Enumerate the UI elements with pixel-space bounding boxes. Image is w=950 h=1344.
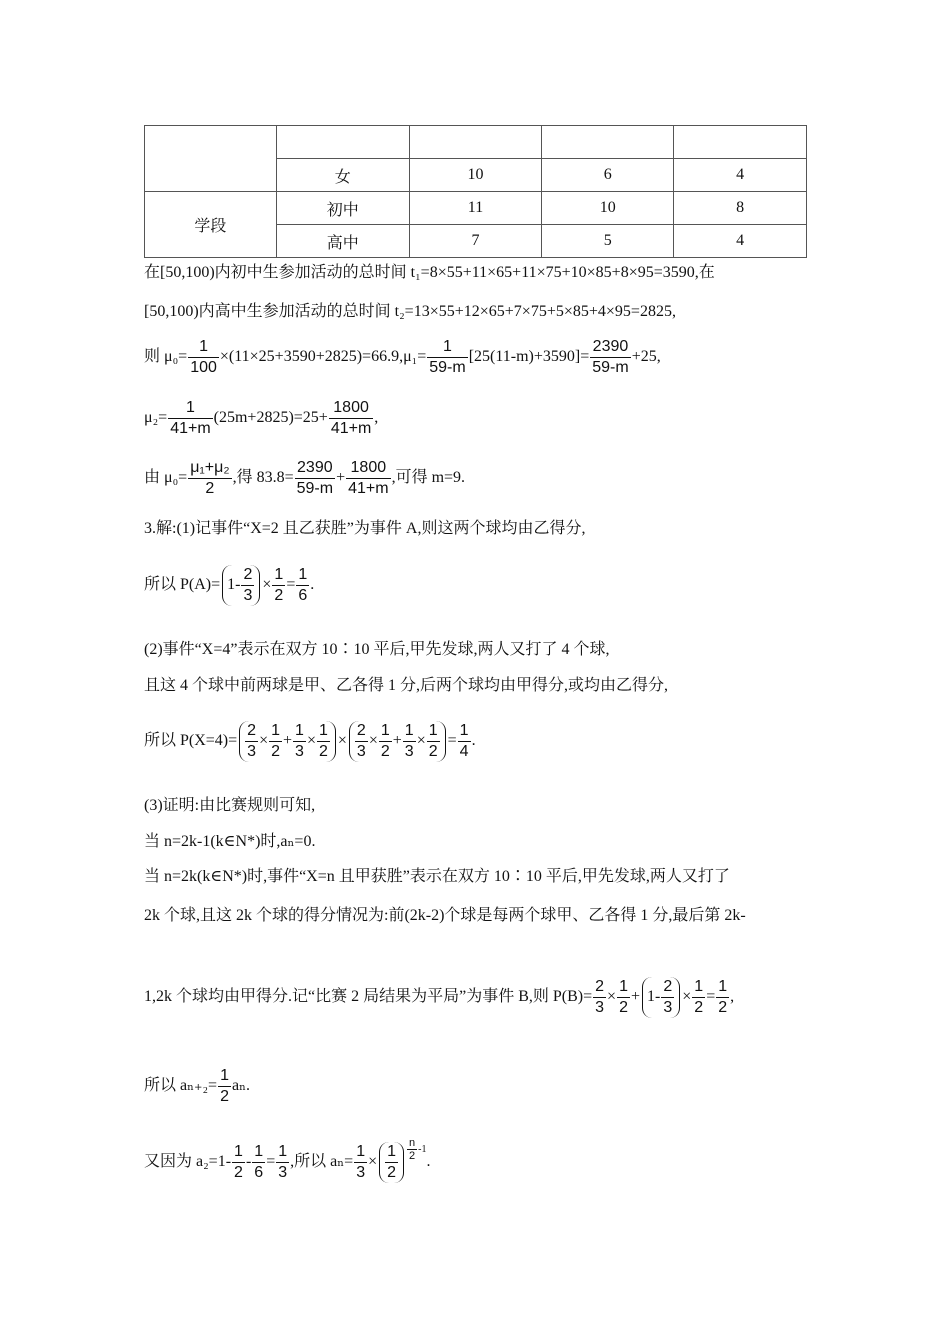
- fraction: [427, 337, 467, 378]
- formula-line: [144, 337, 661, 378]
- text: ,得 83.8=: [232, 469, 294, 487]
- table-cell: 8: [674, 192, 807, 225]
- denominator: 6: [254, 1163, 264, 1181]
- denominator: 2: [718, 999, 728, 1016]
- denominator: 2: [380, 743, 390, 760]
- table-cell: 学段: [145, 192, 277, 258]
- text-line: 3.解:(1)记事件“X=2 且乙获胜”为事件 A,则这两个球均由乙得分,: [144, 520, 586, 537]
- text: -1: [418, 1143, 427, 1155]
- text: ×: [368, 732, 378, 750]
- formula-line: [144, 721, 476, 762]
- text: μ₂=: [144, 409, 168, 427]
- table-cell: 7: [409, 225, 542, 258]
- denominator: 2: [318, 743, 328, 760]
- text: =: [266, 1152, 276, 1170]
- text: ×(11×25+3590+2825)=66.9,μ₁=: [219, 348, 427, 366]
- text: ×: [306, 732, 316, 750]
- table-cell: [145, 126, 277, 192]
- text: .: [471, 732, 476, 750]
- fraction: [245, 721, 258, 762]
- statistics-table: [144, 125, 807, 258]
- text-line: 当 n=2k-1(k∈N*)时,aₙ=0.: [144, 833, 316, 850]
- text: +25,: [631, 348, 661, 366]
- table-cell: 4: [674, 159, 807, 192]
- table-cell: 5: [542, 225, 674, 258]
- denominator: 2: [220, 1088, 229, 1105]
- denominator: 59-m: [592, 359, 629, 376]
- table-cell: 4: [674, 225, 807, 258]
- numerator: 1: [274, 566, 284, 583]
- numerator: 1: [380, 722, 390, 739]
- fraction: [293, 721, 306, 762]
- fraction: [379, 721, 392, 762]
- denominator: 3: [356, 743, 366, 760]
- denominator: 41+m: [330, 420, 372, 437]
- numerator: 1: [443, 338, 452, 355]
- text: ×: [259, 732, 269, 750]
- numerator: 1: [254, 1142, 264, 1160]
- denominator: 100: [190, 359, 217, 376]
- text-line: 在[50,100)内初中生参加活动的总时间 t₁=8×55+11×65+11×75+10×85+8×95=3590,在: [144, 264, 715, 281]
- table-cell: [542, 126, 674, 159]
- text: 1-: [227, 576, 241, 594]
- text-line: 2k 个球,且这 2k 个球的得分情况为:前(2k-2)个球是每两个球甲、乙各得 1 分,最后第 2k-: [144, 907, 746, 924]
- denominator: 41+m: [170, 420, 211, 437]
- denominator: 3: [295, 743, 304, 760]
- text: .: [310, 576, 315, 594]
- fraction: [188, 458, 231, 499]
- fraction: [661, 977, 674, 1018]
- numerator: 1800: [333, 399, 369, 416]
- text: [25(11-m)+3590]=: [468, 348, 590, 366]
- numerator: 1: [459, 722, 469, 739]
- table-row: [145, 126, 807, 159]
- numerator: 1: [298, 566, 308, 583]
- text-line: 且这 4 个球中前两球是甲、乙各得 1 分,后两个球均由甲得分,或均由乙得分,: [144, 677, 669, 694]
- fraction: [295, 458, 335, 499]
- fraction: [269, 721, 282, 762]
- table-cell: [409, 126, 542, 159]
- denominator: 3: [247, 743, 257, 760]
- denominator: 4: [459, 743, 469, 760]
- fraction: [168, 398, 212, 439]
- numerator: 1: [199, 338, 208, 355]
- denominator: 3: [356, 1163, 366, 1181]
- numerator: 1: [387, 1142, 397, 1160]
- text: aₙ.: [231, 1077, 251, 1095]
- denominator: 3: [278, 1163, 288, 1181]
- fraction: [218, 1066, 231, 1107]
- text: 所以 P(A)=: [144, 576, 221, 594]
- text: -: [245, 1152, 252, 1170]
- fraction: [617, 977, 630, 1018]
- text: ×: [416, 732, 426, 750]
- formula-line: [144, 1137, 431, 1183]
- denominator: 3: [663, 999, 673, 1016]
- text: ×: [262, 576, 272, 594]
- table-cell: [674, 126, 807, 159]
- fraction: [252, 1142, 265, 1183]
- numerator: 2390: [592, 338, 629, 355]
- denominator: 2: [694, 999, 704, 1016]
- table-cell: 6: [542, 159, 674, 192]
- numerator: 1: [234, 1142, 243, 1160]
- denominator: 59-m: [429, 359, 466, 376]
- denominator: 3: [243, 587, 253, 604]
- text: +: [392, 732, 402, 750]
- text: 则 μ₀=: [144, 348, 188, 366]
- text: 所以 aₙ₊₂=: [144, 1077, 218, 1095]
- numerator: 1800: [350, 459, 387, 476]
- text: =: [706, 988, 716, 1006]
- fraction: [272, 565, 285, 606]
- denominator: 41+m: [348, 480, 389, 497]
- text: +: [283, 732, 293, 750]
- denominator: 2: [387, 1163, 397, 1181]
- text: ,所以 aₙ=: [290, 1152, 354, 1170]
- text: ×: [337, 732, 347, 750]
- formula-line: [144, 398, 378, 439]
- parenthesis-group: [379, 1142, 404, 1183]
- text: +: [336, 469, 346, 487]
- fraction: [403, 721, 416, 762]
- fraction: [692, 977, 705, 1018]
- table-row: [145, 192, 807, 225]
- table-cell: 10: [409, 159, 542, 192]
- fraction: [346, 458, 390, 499]
- numerator: 1: [271, 722, 281, 739]
- fraction: [716, 977, 729, 1018]
- text: +: [630, 988, 641, 1006]
- fraction: [407, 1137, 417, 1162]
- table-cell: [276, 126, 409, 159]
- fraction: [296, 565, 309, 606]
- numerator: 1: [718, 978, 728, 995]
- numerator: μ₁+μ₂: [190, 459, 230, 476]
- fraction: [241, 565, 254, 606]
- numerator: 1: [404, 722, 414, 739]
- denominator: 6: [298, 587, 308, 604]
- text: ×: [682, 988, 692, 1006]
- numerator: 1: [694, 978, 704, 995]
- numerator: 1: [185, 399, 195, 416]
- numerator: 2: [356, 722, 366, 739]
- fraction: [354, 1142, 367, 1183]
- text: ×: [607, 988, 617, 1006]
- text: .: [426, 1152, 431, 1170]
- text: 1-: [647, 988, 661, 1006]
- formula-line: [144, 565, 314, 606]
- fraction: [458, 721, 471, 762]
- numerator: 1: [356, 1142, 366, 1160]
- text-line: (2)事件“X=4”表示在双方 10∶10 平后,甲先发球,两人又打了 4 个球,: [144, 641, 610, 658]
- text: =: [447, 732, 457, 750]
- exponent: [406, 1137, 427, 1162]
- fraction: [427, 721, 440, 762]
- text: ,: [374, 409, 379, 427]
- numerator: 1: [318, 722, 328, 739]
- text: (25m+2825)=25+: [213, 409, 328, 427]
- fraction: [232, 1142, 245, 1183]
- fraction: [593, 977, 606, 1018]
- text: 1,2k 个球均由甲得分.记“比赛 2 局结果为平局”为事件 B,则 P(B)=: [144, 988, 593, 1006]
- numerator: 1: [278, 1142, 288, 1160]
- denominator: 3: [595, 999, 605, 1016]
- numerator: 2: [595, 978, 605, 995]
- denominator: 3: [404, 743, 414, 760]
- table-cell: 女: [276, 159, 409, 192]
- text: ×: [368, 1152, 378, 1170]
- text-line: (3)证明:由比赛规则可知,: [144, 797, 316, 814]
- table-cell: 11: [409, 192, 542, 225]
- fraction: [590, 337, 630, 378]
- table-cell: 10: [542, 192, 674, 225]
- denominator: 2: [234, 1163, 243, 1181]
- fraction: [385, 1142, 398, 1183]
- fraction: [188, 337, 219, 378]
- denominator: 2: [271, 743, 281, 760]
- text: 由 μ₀=: [144, 469, 188, 487]
- text-line: [50,100)内高中生参加活动的总时间 t₂=13×55+12×65+7×75+5×85+4×95=2825,: [144, 303, 676, 320]
- text: ,可得 m=9.: [391, 469, 466, 487]
- parenthesis-group: [222, 565, 260, 606]
- text-line: 当 n=2k(k∈N*)时,事件“X=n 且甲获胜”表示在双方 10∶10 平后,甲先发球,两人又打了: [144, 868, 730, 885]
- formula-line: [144, 458, 465, 499]
- numerator: 1: [295, 722, 304, 739]
- text: ,: [730, 988, 735, 1006]
- text: 所以 P(X=4)=: [144, 732, 238, 750]
- denominator: 2: [409, 1150, 416, 1162]
- fraction: [355, 721, 368, 762]
- fraction: [317, 721, 330, 762]
- parenthesis-group: [642, 977, 680, 1018]
- numerator: 1: [220, 1067, 229, 1084]
- numerator: 2: [247, 722, 257, 739]
- parenthesis-group: [349, 721, 446, 762]
- numerator: 2: [243, 566, 253, 583]
- denominator: 2: [274, 587, 284, 604]
- formula-line: [144, 977, 734, 1018]
- numerator: 2: [663, 978, 673, 995]
- denominator: 2: [188, 478, 231, 499]
- denominator: 59-m: [296, 480, 334, 497]
- formula-line: [144, 1066, 250, 1107]
- numerator: 1: [619, 978, 628, 995]
- parenthesis-group: [239, 721, 336, 762]
- fraction: [329, 398, 373, 439]
- numerator: 1: [428, 722, 438, 739]
- numerator: 2390: [297, 459, 333, 476]
- denominator: 2: [428, 743, 438, 760]
- text: 又因为 a₂=1-: [144, 1152, 232, 1170]
- fraction: [276, 1142, 289, 1183]
- numerator: n: [409, 1137, 416, 1149]
- table-cell: 初中: [276, 192, 409, 225]
- text: =: [286, 576, 296, 594]
- denominator: 2: [619, 999, 628, 1016]
- table-cell: 高中: [276, 225, 409, 258]
